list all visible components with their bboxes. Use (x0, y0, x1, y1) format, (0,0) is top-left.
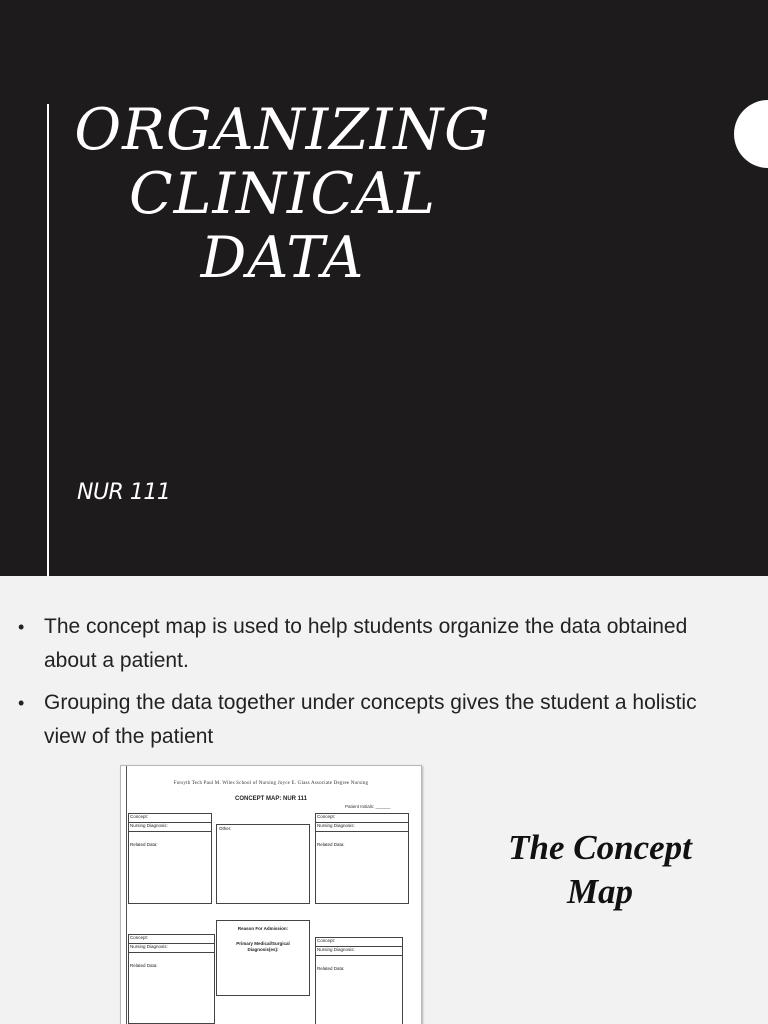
title-line-3: DATA (200, 225, 365, 291)
concept-map-caption (480, 826, 720, 914)
concept-label: Concept: (317, 938, 336, 943)
form-subtitle: CONCEPT MAP: NUR 111 (234, 796, 307, 802)
caption-line-2: Map (566, 872, 634, 911)
bullet-item (18, 686, 738, 754)
bullet-icon: • (18, 693, 25, 713)
caption-line-1: The Concept (508, 828, 692, 867)
reason-for-admission-label: Reason For Admission: (237, 926, 289, 931)
form-divider (316, 955, 402, 956)
concept-box-bottom-right (315, 937, 403, 1024)
form-divider (129, 831, 211, 832)
concept-box-top-right (315, 813, 409, 904)
patient-initials-field: Patient Initials: ______ (345, 804, 391, 809)
form-divider (129, 952, 214, 953)
bullet-icon: • (18, 617, 25, 637)
title-line-1: ORGANIZING (74, 97, 491, 163)
bullet-text: The concept map is used to help students organize the data obtained about a patient. (44, 615, 688, 672)
concept-box-bottom-left (128, 934, 215, 1024)
reason-for-admission-box (216, 920, 310, 996)
related-data-label: Related Data: (130, 842, 158, 847)
slide-subtitle: NUR 111 (77, 480, 171, 505)
bullet-item (18, 610, 738, 678)
form-divider (316, 831, 408, 832)
related-data-label: Related Data: (130, 963, 158, 968)
primary-diagnosis-label: Primary Medical/Surgical Diagnosis(es): (236, 941, 290, 952)
other-box (216, 824, 310, 904)
concept-map-form-image (120, 765, 422, 1024)
concept-label: Concept: (130, 935, 149, 940)
concept-label: Concept: (130, 814, 149, 819)
content-slide (0, 576, 768, 1024)
concept-label: Concept: (317, 814, 336, 819)
form-margin-line (126, 766, 127, 1024)
form-header: Forsyth Tech Paul M. Wiles School of Nursing Joyce E. Glass Associate Degree Nursing (173, 781, 369, 786)
nursing-diagnosis-label: Nursing Diagnosis: (317, 947, 355, 952)
title-line-2: CLINICAL (129, 161, 436, 227)
slide-title (60, 98, 505, 290)
bullet-list (18, 610, 738, 762)
concept-box-top-left (128, 813, 212, 904)
bullet-text: Grouping the data together under concepts gives the student a holistic view of the patient (44, 691, 697, 748)
related-data-label: Related Data: (317, 966, 345, 971)
nursing-diagnosis-label: Nursing Diagnosis: (317, 823, 355, 828)
decorative-circle (734, 100, 768, 168)
accent-vertical-line (47, 104, 49, 576)
nursing-diagnosis-label: Nursing Diagnosis: (130, 823, 168, 828)
other-label: Other: (219, 826, 232, 831)
nursing-diagnosis-label: Nursing Diagnosis: (130, 944, 168, 949)
related-data-label: Related Data: (317, 842, 345, 847)
